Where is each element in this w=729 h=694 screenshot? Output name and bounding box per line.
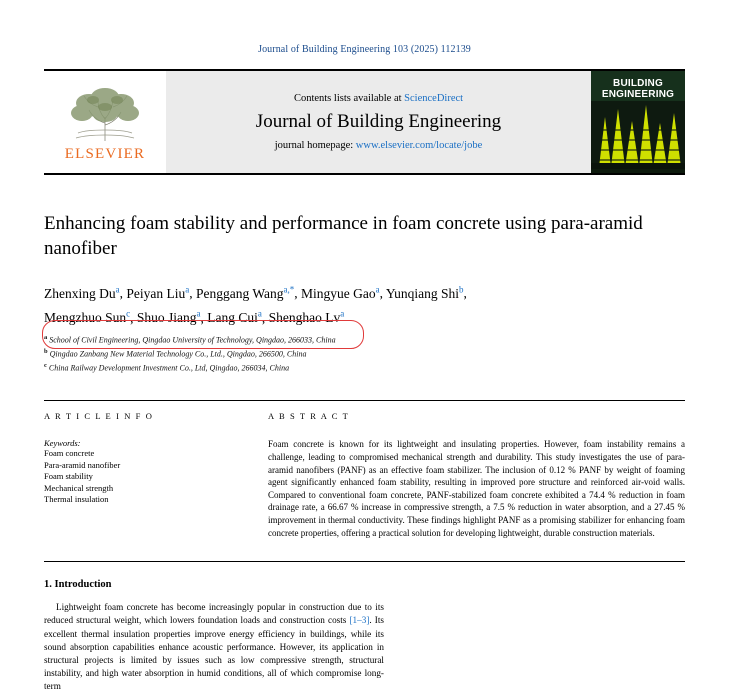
paragraph-part-1: Lightweight foam concrete has become increasingly popular in construction due to its reduced structural weight, which lowers foundation loads and construction costs — [44, 602, 384, 626]
author-affil-marker: b — [459, 284, 464, 294]
running-head: Journal of Building Engineering 103 (2025) 112139 — [258, 44, 471, 55]
author-name: Peiyan Liu — [126, 285, 186, 301]
author[interactable] — [386, 286, 464, 301]
info-abstract-row — [44, 400, 685, 539]
masthead-center — [166, 71, 591, 173]
cover-title — [591, 78, 685, 100]
journal-homepage-link[interactable]: www.elsevier.com/locate/jobe — [355, 140, 483, 151]
author-affil-marker: a — [340, 308, 345, 319]
author-name: Lang Cui — [207, 310, 258, 325]
author-name: Yunqiang Shi — [385, 285, 460, 301]
citation-link[interactable]: [1–3] — [349, 615, 370, 626]
affiliation — [44, 360, 685, 374]
author[interactable] — [137, 310, 201, 325]
author[interactable] — [207, 310, 262, 325]
section-heading-introduction: 1. Introduction — [44, 579, 112, 591]
author-list: Zhenxing Du$^a$, Peiyan Liu$^a$, Penggang Wang$^{a,*}$, Mingyue Gao$^a$, Yunqiang Shi$^b$, Mengzhuo Sun$^c$, Shuo Jiang$^a$, Lang Cui$^a$, Shenghao Lv$^a$ — [44, 284, 467, 325]
author-name: Zhenxing Du — [44, 285, 116, 301]
article-info-heading: A R T I C L E I N F O — [44, 411, 154, 422]
affiliation-marker: a — [44, 334, 48, 341]
affiliation — [44, 332, 685, 346]
author-name: Shuo Jiang — [136, 310, 197, 325]
keyword-item: Mechanical strength — [44, 482, 114, 493]
journal-homepage-line — [275, 140, 483, 151]
abstract-heading: A B S T R A C T — [268, 411, 350, 422]
affiliation-marker: c — [44, 362, 47, 370]
abstract-text: Foam concrete is known for its lightweight and insulating properties. However, foam instability remains a challenge, leading to compromised mechanical strength and durability. This study investigates the use of para-aramid nanofibers (PANF) as an effective foam stabilizer. The inclusion of 0.12 % PANF by weight of foaming agent significantly enhanced foam stability, resulting in improved pore structure and reinforced air-void walls. Compared to conventional foam concrete, PANF-stabilized foam concrete exhibited a 74.4 % reduction in foam drainage rate, a 66.67 % increase in compressive strength, a 7.5 % reduction in water absorption, and a 27.45 % improvement in thermal conductivity. These findings highlight PANF as a promising stabilizer for enhancing foam concrete properties, offering a practical solution for developing lightweight, durable construction materials. — [268, 439, 685, 538]
keyword-item: Para-aramid nanofiber — [44, 459, 121, 470]
author[interactable] — [269, 310, 345, 325]
author-name: Mingyue Gao — [301, 285, 376, 301]
keyword-item: Foam stability — [44, 471, 93, 482]
keyword-item: Thermal insulation — [44, 494, 109, 505]
author-affil-marker: a,* — [283, 284, 295, 294]
author-affil-marker: c — [126, 308, 131, 319]
keywords-label: Keywords: — [44, 438, 81, 449]
author-name: Mengzhuo Sun — [44, 310, 127, 325]
author-affil-marker: a — [115, 284, 120, 294]
author[interactable] — [196, 286, 294, 301]
affiliation — [44, 346, 685, 360]
sciencedirect-link[interactable]: ScienceDirect — [404, 93, 464, 104]
author[interactable] — [126, 286, 189, 301]
section-divider — [44, 561, 685, 562]
author-name: Shenghao Lv — [268, 310, 341, 325]
journal-masthead — [44, 69, 685, 175]
publisher-logo — [44, 71, 166, 173]
body-paragraph — [44, 601, 384, 693]
author[interactable] — [301, 286, 380, 301]
article-info-column — [44, 411, 240, 539]
affiliation-text: Qingdao Zanbang New Material Technology Co., Ltd., Qingdao, 266500, China — [49, 349, 307, 359]
keyword-item: Foam concrete — [44, 448, 95, 459]
page-title: Enhancing foam stability and performance in foam concrete using para-aramid nanofiber — [44, 213, 643, 259]
journal-title: Journal of Building Engineering — [255, 111, 502, 132]
affiliation-text: China Railway Development Investment Co., Ltd, Qingdao, 266034, China — [48, 363, 290, 373]
author-affil-marker: a — [185, 284, 190, 294]
author[interactable] — [44, 286, 120, 301]
affiliation-list — [44, 332, 685, 374]
author-affil-marker: a — [257, 308, 262, 319]
cover-title-line2: ENGINEERING — [601, 89, 675, 100]
cover-title-line1: BUILDING — [613, 78, 663, 89]
elsevier-tree-icon — [62, 83, 148, 145]
affiliation-text: School of Civil Engineering, Qingdao University of Technology, Qingdao, 266033, China — [49, 335, 336, 345]
contents-available-line — [294, 93, 463, 104]
abstract-column — [268, 411, 685, 539]
author-affil-marker: a — [196, 308, 201, 319]
journal-cover-thumbnail — [591, 71, 685, 173]
author-affil-marker: a — [375, 284, 380, 294]
paragraph-part-2: . Its excellent thermal insulation properties improve energy efficiency in buildings, while its sound absorption capabilities enhance acoustic performance. However, its application in structural projects is limited by issues such as low compressive strength, structural instability, and high water absorption in humid conditions, all of which compromise long-term — [44, 615, 384, 692]
publisher-name: ELSEVIER — [64, 146, 146, 162]
homepage-prefix: journal homepage: — [274, 140, 356, 151]
affiliation-marker: b — [44, 348, 48, 356]
author-name: Penggang Wang — [196, 285, 284, 301]
author[interactable] — [44, 310, 130, 325]
contents-prefix: Contents lists available at — [293, 93, 405, 104]
